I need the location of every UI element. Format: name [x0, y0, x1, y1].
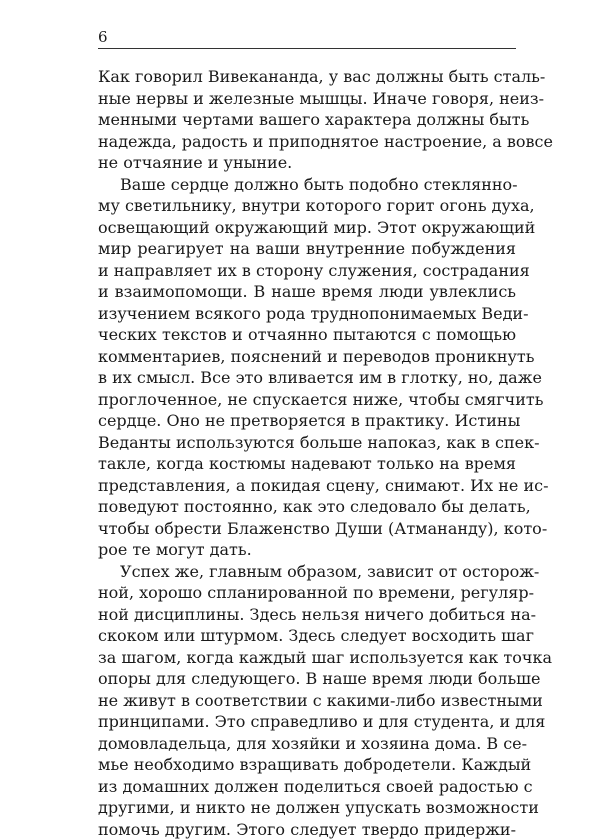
- text-line: надежда, радость и приподнятое настроение, а вовсе: [98, 131, 516, 153]
- text-line: в их смысл. Все это вливается им в глотку, но, даже: [98, 367, 516, 389]
- text-line: ные нервы и железные мышцы. Иначе говоря, неиз-: [98, 88, 516, 110]
- page-number: 6: [98, 28, 108, 46]
- text-line: комментариев, пояснений и переводов проникнуть: [98, 346, 516, 368]
- page-header: [98, 22, 516, 49]
- text-line: и направляет их в сторону служения, сострадания: [98, 260, 516, 282]
- text-line: и взаимопомощи. В наше время люди увлеклись: [98, 281, 516, 303]
- text-line: менными чертами вашего характера должны быть: [98, 109, 516, 131]
- body-text: [98, 66, 516, 840]
- text-line: изучением всякого рода труднопонимаемых Веди-: [98, 303, 516, 325]
- text-line: такле, когда костюмы надевают только на время: [98, 453, 516, 475]
- text-line: ной дисциплины. Здесь нельзя ничего добиться на-: [98, 604, 516, 626]
- text-line: принципами. Это справедливо и для студента, и для: [98, 711, 516, 733]
- text-line: не отчаяние и уныние.: [98, 152, 516, 174]
- text-line: помочь другим. Этого следует твердо придержи-: [98, 819, 516, 840]
- text-line: не живут в соответствии с какими-либо известными: [98, 690, 516, 712]
- text-line: Веданты используются больше напоказ, как в спек-: [98, 432, 516, 454]
- text-line: домовладельца, для хозяйки и хозяина дома. В се-: [98, 733, 516, 755]
- text-line: за шагом, когда каждый шаг используется как точка: [98, 647, 516, 669]
- text-line: мир реагирует на ваши внутренние побуждения: [98, 238, 516, 260]
- text-line: поведуют постоянно, как это следовало бы делать,: [98, 496, 516, 518]
- text-line: Успех же, главным образом, зависит от осторож-: [98, 561, 516, 583]
- text-line: сердце. Оно не претворяется в практику. Истины: [98, 410, 516, 432]
- text-line: освещающий окружающий мир. Этот окружающий: [98, 217, 516, 239]
- text-line: представления, а покидая сцену, снимают. Их не ис-: [98, 475, 516, 497]
- text-line: из домашних должен поделиться своей радостью с: [98, 776, 516, 798]
- text-line: чтобы обрести Блаженство Души (Атмананду), кото-: [98, 518, 516, 540]
- text-line: Как говорил Вивекананда, у вас должны быть сталь-: [98, 66, 516, 88]
- text-line: рое те могут дать.: [98, 539, 516, 561]
- text-line: ческих текстов и отчаянно пытаются с помощью: [98, 324, 516, 346]
- text-line: ной, хорошо спланированной по времени, регуляр-: [98, 582, 516, 604]
- text-line: опоры для следующего. В наше время люди больше: [98, 668, 516, 690]
- text-line: проглоченное, не спускается ниже, чтобы смягчить: [98, 389, 516, 411]
- text-line: мье необходимо взращивать добродетели. Каждый: [98, 754, 516, 776]
- text-line: му светильнику, внутри которого горит огонь духа,: [98, 195, 516, 217]
- text-line: Ваше сердце должно быть подобно стеклянно-: [98, 174, 516, 196]
- text-line: скоком или штурмом. Здесь следует восходить шаг: [98, 625, 516, 647]
- text-line: другими, и никто не должен упускать возможности: [98, 797, 516, 819]
